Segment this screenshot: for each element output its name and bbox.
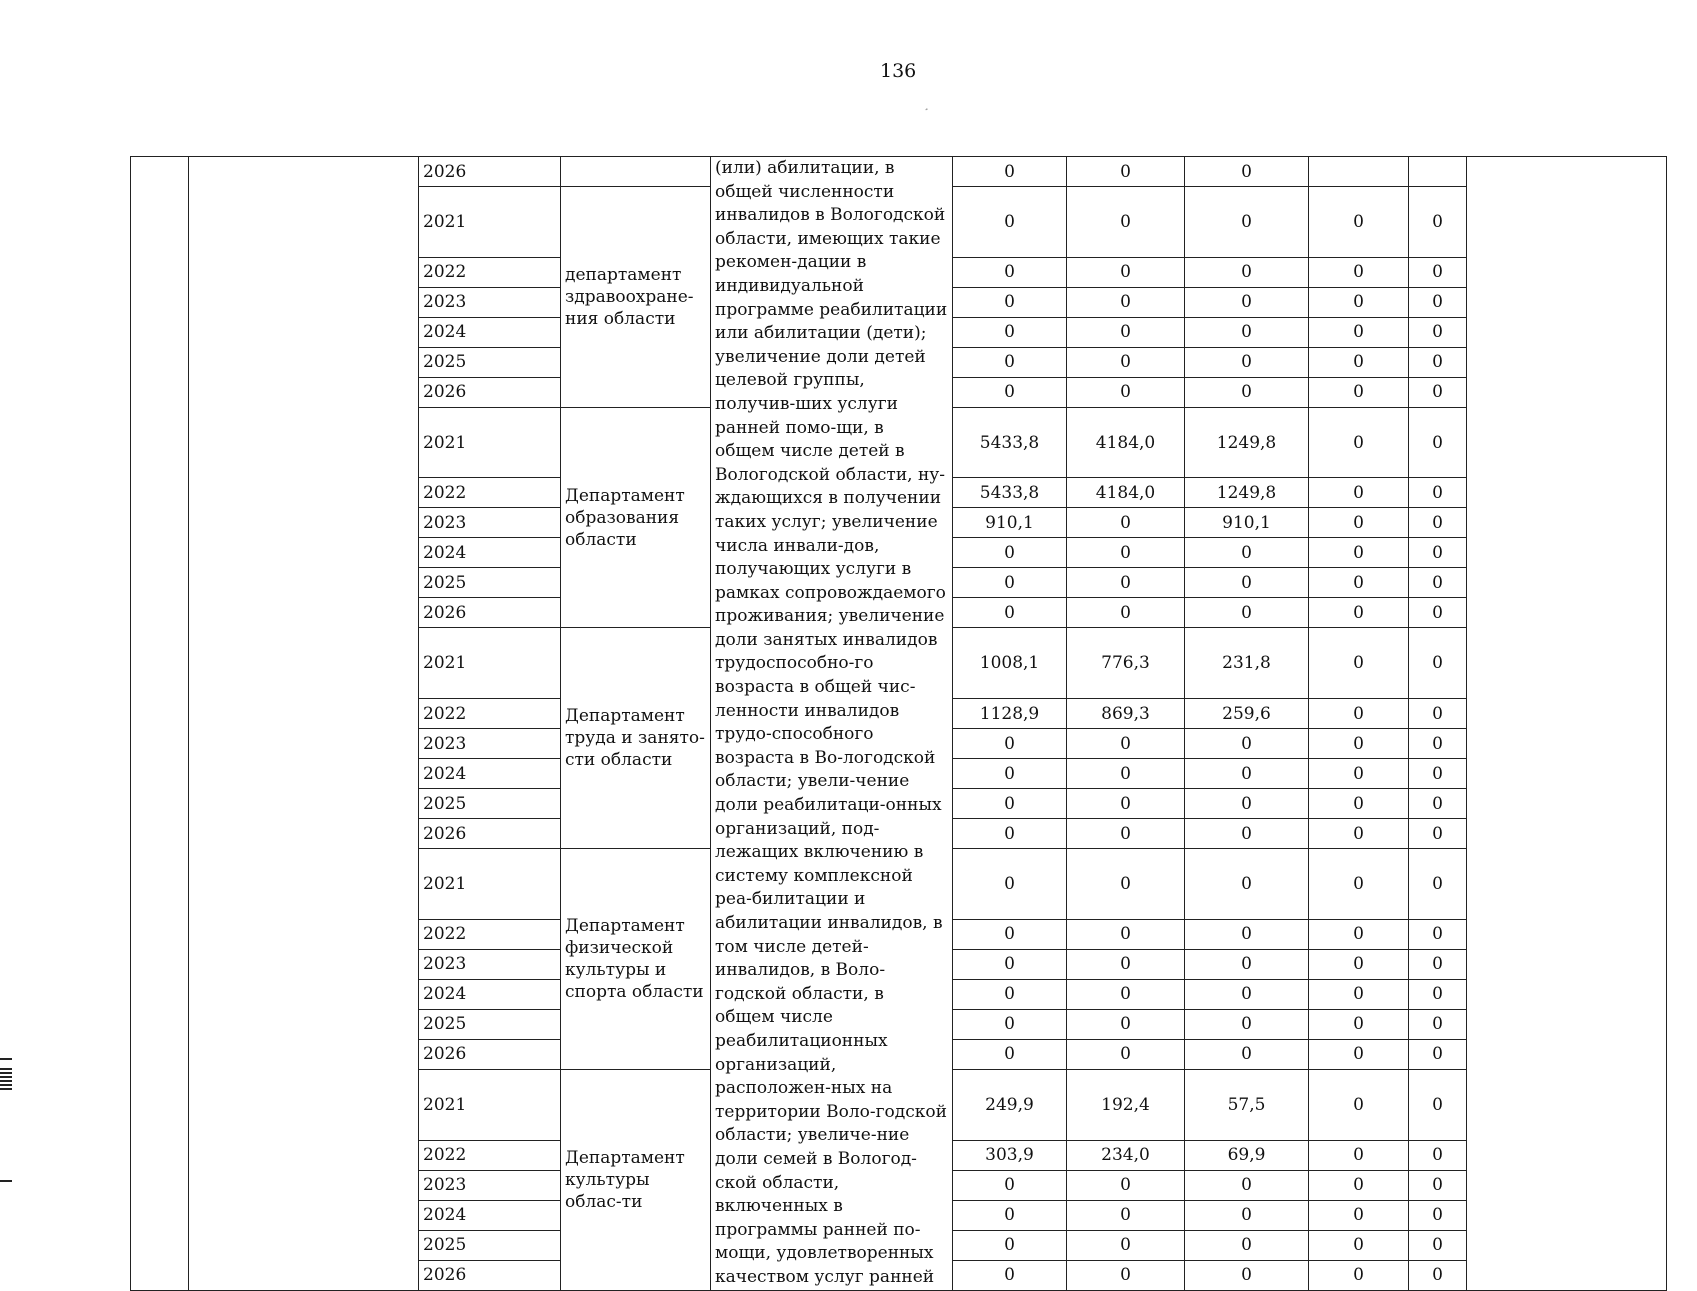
value-cell: 0: [1067, 157, 1185, 187]
value-cell: 0: [1309, 598, 1409, 628]
value-cell: 0: [1185, 1200, 1309, 1230]
edge-mark: [0, 1180, 12, 1182]
value-cell: 4184,0: [1067, 407, 1185, 478]
value-cell: 0: [1185, 819, 1309, 849]
year-cell: 2021: [419, 187, 561, 258]
value-cell: 0: [953, 1170, 1067, 1200]
department-cell: Департамент труда и занято-сти области: [561, 628, 711, 849]
department-cell: Департамент культуры облас-ти: [561, 1069, 711, 1290]
value-cell: 869,3: [1067, 699, 1185, 729]
value-cell: 0: [1409, 317, 1467, 347]
value-cell: 0: [1309, 287, 1409, 317]
value-cell: 0: [953, 187, 1067, 258]
value-cell: 0: [1067, 1170, 1185, 1200]
department-cell: Департамент образования области: [561, 407, 711, 628]
value-cell: 0: [1185, 789, 1309, 819]
value-cell: 1008,1: [953, 628, 1067, 699]
value-cell: 0: [1185, 377, 1309, 407]
value-cell: 0: [1067, 568, 1185, 598]
value-cell: 0: [1185, 729, 1309, 759]
value-cell: 0: [1309, 187, 1409, 258]
value-cell: 192,4: [1067, 1069, 1185, 1140]
value-cell: 0: [1067, 1009, 1185, 1039]
value-cell: 0: [1409, 789, 1467, 819]
value-cell: 0: [1185, 759, 1309, 789]
value-cell: 0: [1067, 187, 1185, 258]
value-cell: 0: [1185, 919, 1309, 949]
value-cell: 0: [1409, 1230, 1467, 1260]
blank-column-1: [131, 157, 189, 1291]
value-cell: 0: [1185, 157, 1309, 187]
value-cell: 0: [1185, 979, 1309, 1009]
year-cell: 2024: [419, 538, 561, 568]
value-cell: 0: [1409, 598, 1467, 628]
value-cell: 57,5: [1185, 1069, 1309, 1140]
value-cell: 0: [1409, 1069, 1467, 1140]
value-cell: 0: [1409, 979, 1467, 1009]
value-cell: 0: [1309, 1069, 1409, 1140]
value-cell: 0: [953, 598, 1067, 628]
year-cell: 2021: [419, 849, 561, 920]
year-cell: 2021: [419, 1069, 561, 1140]
value-cell: 0: [1309, 919, 1409, 949]
year-cell: 2021: [419, 407, 561, 478]
value-cell: 0: [1409, 187, 1467, 258]
value-cell: 0: [1185, 257, 1309, 287]
value-cell: 0: [1067, 819, 1185, 849]
value-cell: 776,3: [1067, 628, 1185, 699]
value-cell: 0: [1309, 347, 1409, 377]
indicator-description: (или) абилитации, в общей численности инвалидов в Вологодской области, имеющих такие рекомен-дации в индивидуальной программе реабилитации или абилитации (дети); увеличение доли детей целевой группы, получив-ших услуги ранней помо-щи, в общем числе детей в Вологодской области, ну-ждающихся в получении таких услуг; увеличение числа инвали-дов, получающих услуги в рамках сопровождаемого проживания; увеличение доли занятых инвалидов трудоспособно-го возраста в общей чис-ленности инвалидов трудо-способного возраста в Во-логодской области; увели-чение доли реабилитаци-онных организаций, под-лежащих включению в систему комплексной реа-билитации и абилитации инвалидов, в том числе детей-инвалидов, в Воло-годской области, в общем числе реабилитационных организаций, расположен-ных на территории Воло-годской области; увеличе-ние доли семей в Вологод-ской области, включенных в программы ранней по-мощи, удовлетворенных качеством услуг ранней: [711, 157, 953, 1291]
value-cell: 0: [1409, 699, 1467, 729]
year-cell: 2021: [419, 628, 561, 699]
budget-table: [130, 156, 1667, 1291]
value-cell: 0: [953, 1260, 1067, 1290]
value-cell: 0: [953, 1039, 1067, 1069]
value-cell: 0: [1309, 759, 1409, 789]
value-cell: 0: [1409, 347, 1467, 377]
value-cell: 0: [1309, 1140, 1409, 1170]
value-cell: 0: [1067, 1200, 1185, 1230]
value-cell: 0: [1067, 789, 1185, 819]
year-cell: 2026: [419, 598, 561, 628]
value-cell: 0: [1409, 729, 1467, 759]
value-cell: 0: [1409, 628, 1467, 699]
value-cell: 1128,9: [953, 699, 1067, 729]
value-cell: 0: [1067, 538, 1185, 568]
value-cell: 0: [1309, 979, 1409, 1009]
value-cell: 0: [1067, 1260, 1185, 1290]
value-cell: 0: [1185, 347, 1309, 377]
year-cell: 2026: [419, 819, 561, 849]
value-cell: 0: [1309, 1009, 1409, 1039]
table-row: [131, 157, 1667, 187]
value-cell: 0: [953, 568, 1067, 598]
value-cell: 0: [1309, 1230, 1409, 1260]
year-cell: 2022: [419, 257, 561, 287]
year-cell: 2025: [419, 789, 561, 819]
department-cell: департамент здравоохране-ния области: [561, 187, 711, 408]
year-cell: 2022: [419, 919, 561, 949]
value-cell: 0: [1185, 1260, 1309, 1290]
value-cell: 249,9: [953, 1069, 1067, 1140]
value-cell: 0: [1309, 377, 1409, 407]
value-cell: 0: [1185, 538, 1309, 568]
value-cell: 0: [953, 538, 1067, 568]
value-cell: 0: [953, 949, 1067, 979]
value-cell: 0: [1409, 949, 1467, 979]
value-cell: 0: [1067, 919, 1185, 949]
year-cell: 2024: [419, 759, 561, 789]
value-cell: 0: [1309, 1170, 1409, 1200]
value-cell: 234,0: [1067, 1140, 1185, 1170]
value-cell: 0: [953, 919, 1067, 949]
value-cell: 259,6: [1185, 699, 1309, 729]
value-cell: 0: [953, 759, 1067, 789]
value-cell: 0: [1409, 407, 1467, 478]
value-cell: 0: [1409, 538, 1467, 568]
value-cell: 0: [1185, 1039, 1309, 1069]
value-cell: 0: [1185, 1170, 1309, 1200]
value-cell: 0: [953, 1200, 1067, 1230]
year-cell: 2023: [419, 1170, 561, 1200]
value-cell: 0: [1185, 949, 1309, 979]
value-cell: 4184,0: [1067, 478, 1185, 508]
value-cell: 0: [1067, 1230, 1185, 1260]
year-cell: 2024: [419, 1200, 561, 1230]
value-cell: 0: [953, 347, 1067, 377]
value-cell: 0: [1409, 849, 1467, 920]
value-cell: 0: [1309, 568, 1409, 598]
value-cell: 0: [1309, 628, 1409, 699]
year-cell: 2023: [419, 508, 561, 538]
value-cell: 0: [1067, 287, 1185, 317]
value-cell: 0: [1409, 257, 1467, 287]
value-cell: 0: [1309, 257, 1409, 287]
value-cell: 0: [1409, 1140, 1467, 1170]
value-cell: 0: [1185, 317, 1309, 347]
edge-mark: [0, 1058, 12, 1060]
value-cell: 0: [1185, 849, 1309, 920]
value-cell: 0: [1309, 849, 1409, 920]
year-cell: 2023: [419, 287, 561, 317]
year-cell: 2022: [419, 478, 561, 508]
value-cell: 0: [953, 849, 1067, 920]
value-cell: 0: [1067, 598, 1185, 628]
year-cell: 2025: [419, 1230, 561, 1260]
page-number: 136: [880, 60, 917, 82]
value-cell: 0: [1409, 568, 1467, 598]
value-cell: 0: [1309, 478, 1409, 508]
value-cell: 0: [1309, 949, 1409, 979]
value-cell: 0: [1309, 407, 1409, 478]
value-cell: 910,1: [953, 508, 1067, 538]
value-cell: 0: [1409, 377, 1467, 407]
year-cell: 2026: [419, 1039, 561, 1069]
value-cell: 910,1: [1185, 508, 1309, 538]
value-cell: 0: [1309, 1260, 1409, 1290]
value-cell: 0: [953, 157, 1067, 187]
value-cell: 0: [953, 979, 1067, 1009]
blank-column-last: [1467, 157, 1667, 1291]
year-cell: 2026: [419, 377, 561, 407]
value-cell: 0: [1309, 819, 1409, 849]
value-cell: 0: [953, 257, 1067, 287]
value-cell: 0: [1409, 1009, 1467, 1039]
value-cell: 0: [1309, 508, 1409, 538]
value-cell: 0: [1409, 1200, 1467, 1230]
value-cell: 0: [953, 789, 1067, 819]
value-cell: 0: [1309, 699, 1409, 729]
year-cell: 2024: [419, 317, 561, 347]
year-cell: 2026: [419, 1260, 561, 1290]
value-cell: 231,8: [1185, 628, 1309, 699]
value-cell: 0: [1067, 377, 1185, 407]
value-cell: 0: [1067, 347, 1185, 377]
value-cell: 0: [953, 317, 1067, 347]
value-cell: 0: [953, 377, 1067, 407]
department-cell: [561, 157, 711, 187]
value-cell: 0: [1409, 508, 1467, 538]
year-cell: 2022: [419, 1140, 561, 1170]
value-cell: 0: [1185, 287, 1309, 317]
value-cell: 1249,8: [1185, 407, 1309, 478]
value-cell: 0: [1067, 949, 1185, 979]
year-cell: 2025: [419, 1009, 561, 1039]
value-cell: 0: [1067, 317, 1185, 347]
value-cell: 69,9: [1185, 1140, 1309, 1170]
value-cell: 0: [1067, 759, 1185, 789]
value-cell: 0: [1185, 1009, 1309, 1039]
value-cell: 0: [953, 1009, 1067, 1039]
value-cell: 0: [1067, 508, 1185, 538]
value-cell: 0: [1309, 1200, 1409, 1230]
value-cell: 1249,8: [1185, 478, 1309, 508]
blank-column-2: [189, 157, 419, 1291]
value-cell: 0: [1409, 1260, 1467, 1290]
value-cell: 0: [1409, 1170, 1467, 1200]
value-cell: 0: [953, 287, 1067, 317]
value-cell: 0: [1309, 538, 1409, 568]
barcode-mark: [0, 1068, 12, 1092]
value-cell: 0: [1185, 187, 1309, 258]
year-cell: 2022: [419, 699, 561, 729]
value-cell: 0: [953, 729, 1067, 759]
value-cell: 5433,8: [953, 478, 1067, 508]
year-cell: 2026: [419, 157, 561, 187]
year-cell: 2025: [419, 568, 561, 598]
year-cell: 2023: [419, 729, 561, 759]
value-cell: 0: [1409, 287, 1467, 317]
value-cell: 0: [1067, 979, 1185, 1009]
value-cell: 0: [1309, 789, 1409, 819]
value-cell: 0: [1309, 317, 1409, 347]
value-cell: 0: [1409, 1039, 1467, 1069]
value-cell: 0: [1185, 1230, 1309, 1260]
value-cell: 0: [1409, 478, 1467, 508]
value-cell: 0: [953, 819, 1067, 849]
year-cell: 2025: [419, 347, 561, 377]
scan-mark: ¸: [924, 100, 929, 111]
value-cell: 0: [1067, 729, 1185, 759]
value-cell: 0: [1067, 257, 1185, 287]
value-cell: 0: [1185, 568, 1309, 598]
value-cell: 5433,8: [953, 407, 1067, 478]
value-cell: 0: [1409, 919, 1467, 949]
value-cell: 0: [1185, 598, 1309, 628]
value-cell: [1409, 157, 1467, 187]
value-cell: 0: [1309, 729, 1409, 759]
value-cell: 303,9: [953, 1140, 1067, 1170]
year-cell: 2024: [419, 979, 561, 1009]
value-cell: 0: [1309, 1039, 1409, 1069]
department-cell: Департамент физической культуры и спорта области: [561, 849, 711, 1070]
value-cell: 0: [1067, 849, 1185, 920]
value-cell: [1309, 157, 1409, 187]
value-cell: 0: [1409, 759, 1467, 789]
value-cell: 0: [1067, 1039, 1185, 1069]
value-cell: 0: [1409, 819, 1467, 849]
value-cell: 0: [953, 1230, 1067, 1260]
year-cell: 2023: [419, 949, 561, 979]
